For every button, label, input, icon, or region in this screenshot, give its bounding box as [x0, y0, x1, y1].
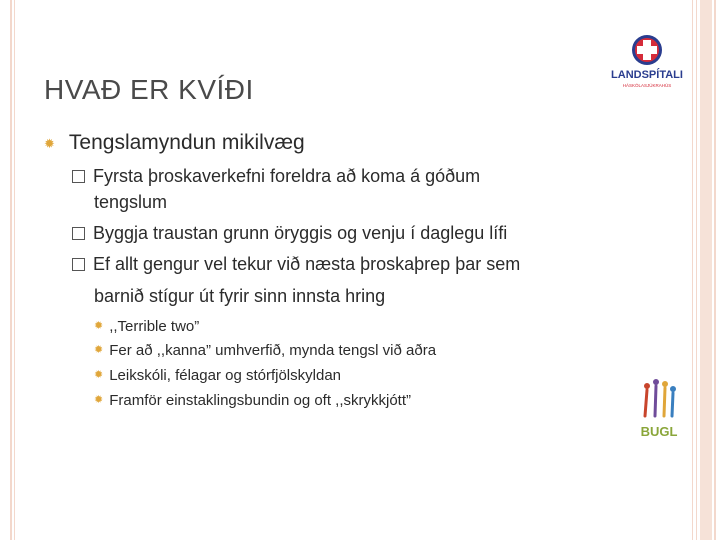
- bullet-level3-text: Fer að ,,kanna” umhverfið, mynda tengsl við aðra: [109, 342, 437, 359]
- bullet-level2-text: Fyrsta þroskaverkefni foreldra að koma á góðum: [93, 166, 481, 186]
- landspitali-logo: [604, 32, 690, 92]
- bullet-level2-3: [72, 254, 520, 275]
- bugl-figure-1: [645, 390, 647, 416]
- sun-bullet-icon: ✹: [94, 394, 104, 406]
- bullet-level1-text: Tengslamyndun mikilvæg: [68, 131, 305, 154]
- landspitali-wordmark: LANDSPÍTALI: [611, 69, 683, 81]
- bullet-level1: [44, 131, 305, 155]
- bugl-wordmark: BUGL: [640, 424, 678, 439]
- bugl-figure-head-3: [662, 381, 668, 387]
- checkbox-bullet-icon: [72, 258, 85, 271]
- landspitali-subtitle: HÁSKÓLASJÚKRAHÚS: [622, 83, 672, 88]
- sun-bullet-icon: ✹: [94, 344, 104, 356]
- bullet-level2-text: Byggja traustan grunn öryggis og venju í daglegu lífi: [93, 223, 508, 243]
- bullet-level2-text: Ef allt gengur vel tekur við næsta þroskaþrep þar sem: [93, 254, 521, 274]
- bullet-level2-1-continued: tengslum: [94, 192, 168, 212]
- sun-bullet-icon: ✹: [94, 320, 104, 332]
- frame-line-right-2: [696, 0, 697, 540]
- bullet-level3-2: [94, 342, 436, 359]
- bullet-level2-2: [72, 223, 507, 244]
- sun-bullet-icon: ✹: [44, 135, 55, 151]
- bullet-level3-text: ,,Terrible two”: [109, 318, 200, 335]
- sun-bullet-icon: ✹: [94, 369, 104, 381]
- bullet-level3-4: [94, 392, 411, 409]
- bugl-figure-head-1: [644, 383, 650, 389]
- frame-line-right-1: [692, 0, 693, 540]
- frame-band-right: [700, 0, 712, 540]
- bullet-level2-1: [72, 166, 480, 187]
- bugl-figure-head-2: [653, 379, 659, 385]
- bugl-figure-4: [672, 393, 673, 416]
- bugl-figure-head-4: [670, 386, 676, 392]
- frame-line-left-2: [14, 0, 15, 540]
- checkbox-bullet-icon: [72, 227, 85, 240]
- bullet-level2-3-continued: barnið stígur út fyrir sinn innsta hring: [94, 286, 386, 306]
- bullet-level3-text: Framför einstaklingsbundin og oft ,,skrykkjótt”: [109, 392, 412, 409]
- slide-title: HVAÐ ER KVÍÐI: [44, 74, 254, 105]
- bugl-logo: [634, 376, 684, 444]
- landspitali-cross-horizontal: [637, 46, 657, 54]
- frame-line-right-3: [714, 0, 716, 540]
- checkbox-bullet-icon: [72, 170, 85, 183]
- bugl-figure-3: [664, 388, 665, 416]
- bugl-figure-2: [655, 386, 656, 416]
- frame-line-left-1: [10, 0, 12, 540]
- bullet-level3-3: [94, 367, 341, 384]
- bullet-level3-text: Leikskóli, félagar og stórfjölskyldan: [109, 367, 342, 384]
- bullet-level3-1: [94, 318, 199, 335]
